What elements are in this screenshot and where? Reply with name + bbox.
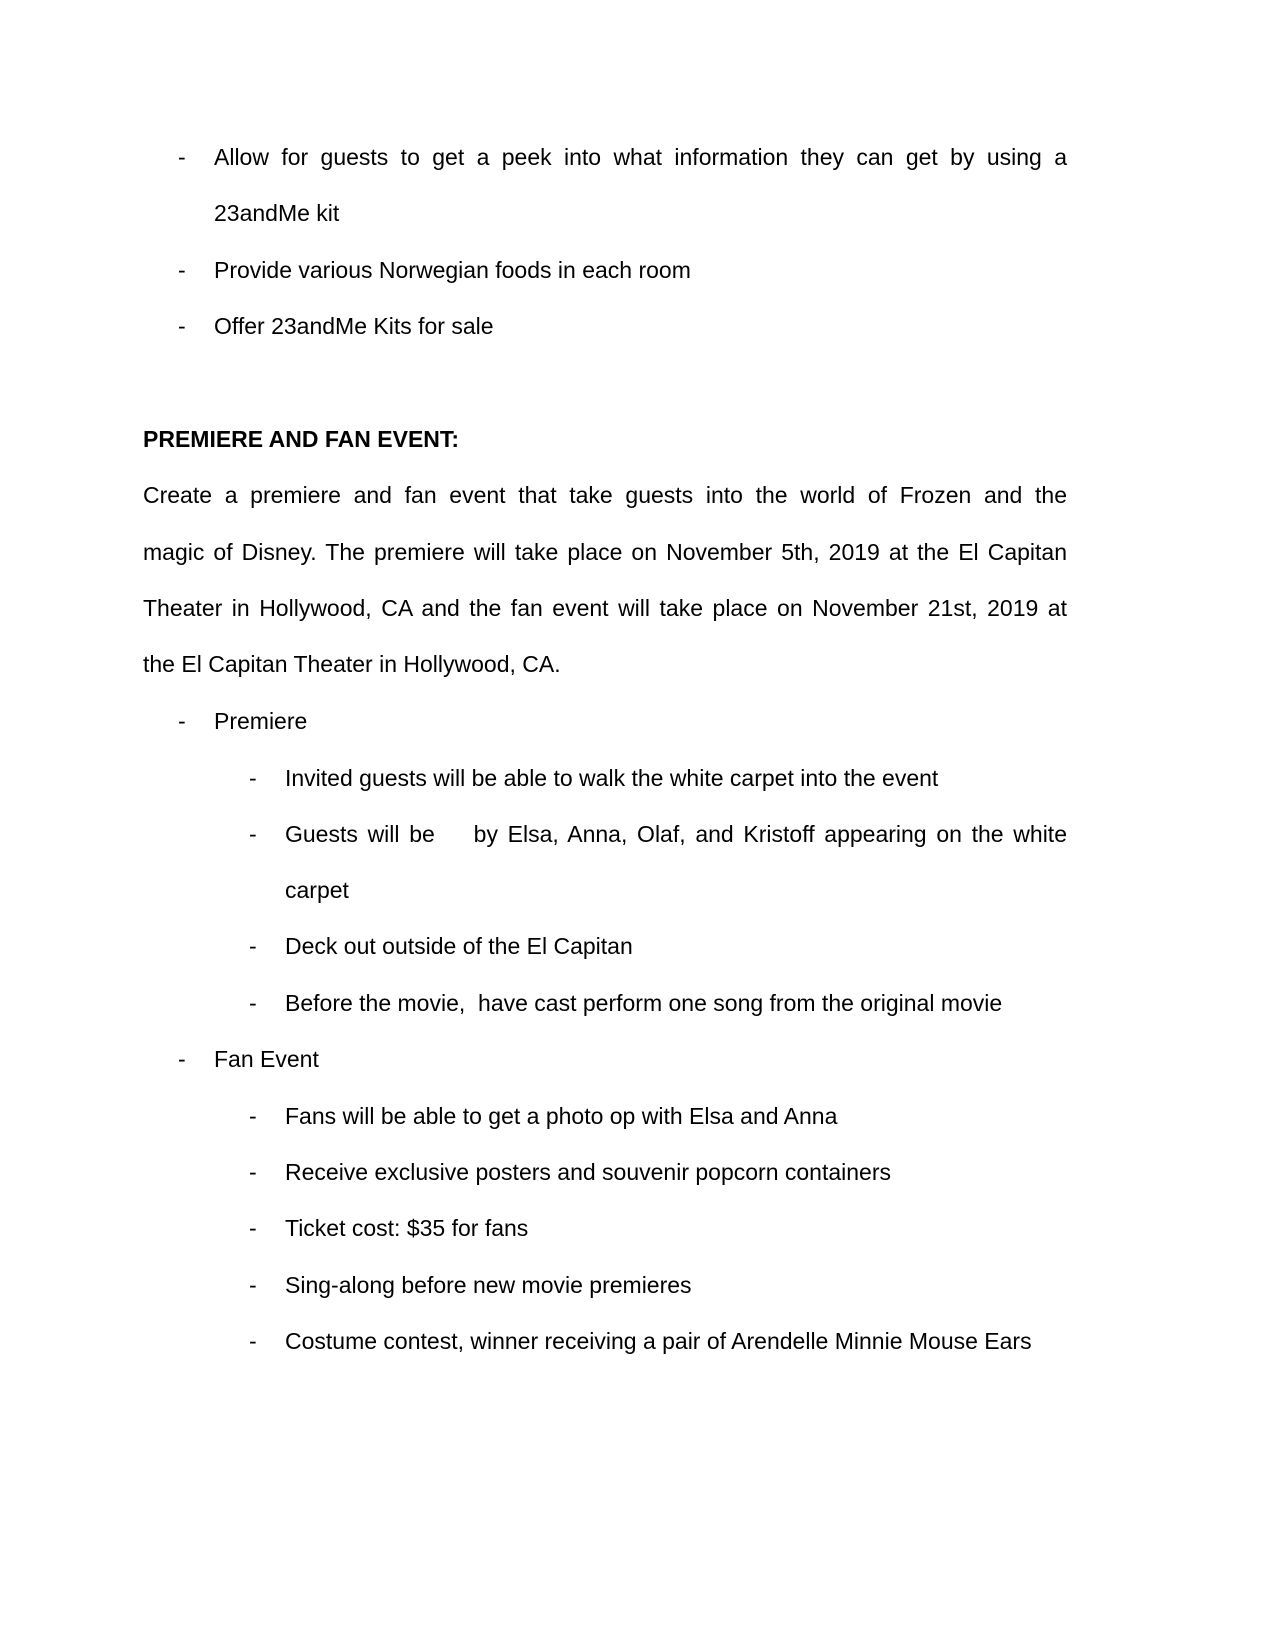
bullet-dash: -: [178, 708, 186, 734]
sub-list-item-text: Costume contest, winner receiving a pair of Arendelle Minnie Mouse Ears: [285, 1328, 1032, 1354]
sub-list-item-text: Before the movie, have cast perform one song from the original movie: [285, 990, 1003, 1016]
sub-list-item-text: Deck out outside of the El Capitan: [285, 933, 633, 959]
sub-bullet-dash: -: [249, 1159, 257, 1185]
sub-list-item-text: Receive exclusive posters and souvenir popcorn containers: [285, 1159, 891, 1185]
sub-bullet-dash: -: [249, 821, 257, 847]
sub-bullet-dash: -: [249, 1103, 257, 1129]
list-item-text: Provide various Norwegian foods in each room: [214, 257, 691, 283]
paragraph-line: Theater in Hollywood, CA and the fan event will take place on November 21st, 2019 at: [143, 595, 1067, 621]
sub-bullet-dash: -: [249, 933, 257, 959]
paragraph-line: Create a premiere and fan event that take guests into the world of Frozen and the: [143, 482, 1067, 508]
sub-bullet-dash: -: [249, 1328, 257, 1354]
sub-list-item-text: carpet: [285, 877, 349, 903]
bullet-dash: -: [178, 313, 186, 339]
bullet-dash: -: [178, 257, 186, 283]
sub-list-item-text: Guests will be by Elsa, Anna, Olaf, and Kristoff appearing on the white: [285, 821, 1067, 847]
sub-bullet-dash: -: [249, 765, 257, 791]
list-item-text: Offer 23andMe Kits for sale: [214, 313, 494, 339]
list-item-text: Fan Event: [214, 1046, 319, 1072]
list-item-text: Premiere: [214, 708, 308, 734]
sub-list-item-text: Sing-along before new movie premieres: [285, 1272, 692, 1298]
sub-bullet-dash: -: [249, 1215, 257, 1241]
sub-list-item-text: Ticket cost: $35 for fans: [285, 1215, 529, 1241]
paragraph-line: the El Capitan Theater in Hollywood, CA.: [143, 651, 561, 677]
paragraph-line: magic of Disney. The premiere will take place on November 5th, 2019 at the El Capitan: [143, 539, 1067, 565]
bullet-dash: -: [178, 1046, 186, 1072]
bullet-dash: -: [178, 144, 186, 170]
sub-bullet-dash: -: [249, 990, 257, 1016]
section-heading: PREMIERE AND FAN EVENT:: [143, 426, 460, 452]
sub-bullet-dash: -: [249, 1272, 257, 1298]
sub-list-item-text: Invited guests will be able to walk the white carpet into the event: [285, 765, 939, 791]
list-item-text: 23andMe kit: [214, 200, 340, 226]
sub-list-item-text: Fans will be able to get a photo op with Elsa and Anna: [285, 1103, 838, 1129]
list-item-text: Allow for guests to get a peek into what information they can get by using a: [214, 144, 1067, 170]
